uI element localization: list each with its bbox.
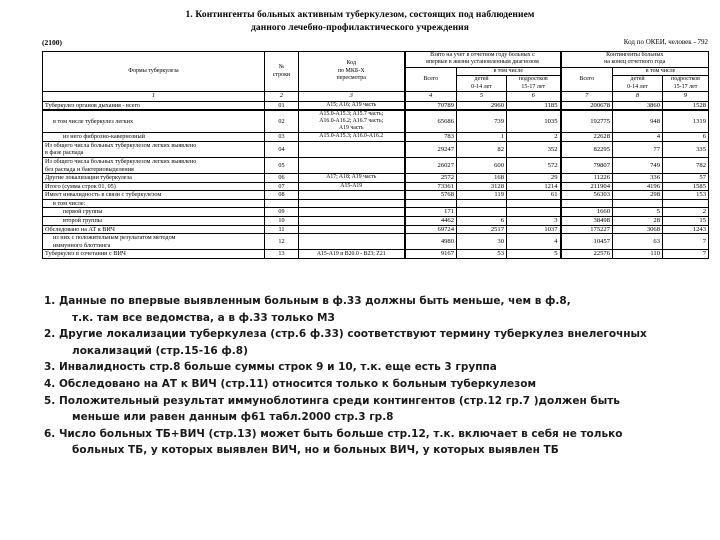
note-item: [44, 426, 698, 459]
row-value-col-9: 153: [663, 191, 709, 200]
row-value-col-4: 69724: [405, 225, 457, 234]
header-teens-new: [507, 76, 561, 92]
row-label: Туберкулез в сочетании с ВИЧ: [43, 250, 265, 259]
row-value-col-7: 56303: [561, 191, 613, 200]
page-title-line-2: данного лечебно-профилактического учреждения: [251, 23, 469, 33]
note-text: 4. Обследовано на АТ к ВИЧ (стр.11) относится только к больным туберкулезом: [44, 378, 537, 390]
row-value-col-9: 15: [663, 217, 709, 226]
row-value-col-6: 1214: [507, 182, 561, 191]
row-value-col-4: 4462: [405, 217, 457, 226]
table-head: [43, 52, 709, 102]
row-line-number: 06: [265, 174, 299, 183]
row-value-col-9: 7: [663, 234, 709, 250]
note-text: 1. Данные по впервые выявленным больным в ф.33 должны быть меньше, чем в ф.8,: [44, 295, 571, 308]
row-value-col-8: 110: [613, 250, 663, 259]
col-num-3: 3: [299, 92, 405, 102]
note-continuation: локализаций (стр.15-16 ф.8): [72, 344, 248, 357]
row-value-col-9: 1528: [663, 101, 709, 110]
row-value-col-4: 65686: [405, 110, 457, 133]
header-row-group: [43, 52, 709, 68]
row-icd-code-line: A15.0-A15.3; A15.7 часть;: [319, 111, 384, 118]
table-row: [43, 141, 709, 157]
row-label: из него фиброзно-кавернозный: [43, 133, 265, 142]
row-value-col-8: 3860: [613, 101, 663, 110]
note-item: [44, 393, 698, 426]
row-icd-code: [299, 225, 405, 234]
row-label-line: без распада и бактериовыделения: [45, 165, 134, 173]
row-value-col-7: 11226: [561, 174, 613, 183]
table-body: [43, 101, 709, 259]
note-text: 2. Другие локализации туберкулеза (стр.6 ф.33) соответствуют термину туберкулез внелегочных: [44, 328, 647, 341]
header-line-number-l2: строки: [272, 71, 291, 78]
row-value-col-4: 29247: [405, 141, 457, 157]
row-value-col-9: 2: [663, 208, 709, 217]
note-continuation: меньше или равен данным ф61 табл.2000 стр.3 гр.8: [72, 411, 394, 424]
row-label: [43, 234, 265, 250]
row-value-col-7: 22628: [561, 133, 613, 142]
row-icd-code: [299, 141, 405, 157]
row-value-col-4: 5768: [405, 191, 457, 200]
row-line-number: 02: [265, 110, 299, 133]
header-group-newly-registered-l2: впервые в жизни установленным диагнозом: [426, 59, 539, 66]
row-value-col-9: 7: [663, 250, 709, 259]
row-value-col-6: 2: [507, 133, 561, 142]
row-label-line: иммунного блоттинга: [53, 241, 111, 249]
header-group-newly-registered: [405, 52, 561, 68]
row-value-col-8: 4: [613, 133, 663, 142]
table-row: [43, 133, 709, 142]
table-row: [43, 250, 709, 259]
row-value-col-8: 3068: [613, 225, 663, 234]
note-item: [44, 376, 698, 393]
row-value-col-5: 2517: [457, 225, 507, 234]
row-value-col-6: 1185: [507, 101, 561, 110]
row-value-col-9: 6: [663, 133, 709, 142]
row-value-col-5: 119: [457, 191, 507, 200]
col-num-8: 8: [613, 92, 663, 102]
row-value-col-6: 61: [507, 191, 561, 200]
row-value-col-6: 352: [507, 141, 561, 157]
table-row: [43, 217, 709, 226]
row-label: в том числе туберкулез легких: [43, 110, 265, 133]
col-num-9: 9: [663, 92, 709, 102]
row-value-col-8: 336: [613, 174, 663, 183]
row-value-col-8: 63: [613, 234, 663, 250]
header-group-end-of-year: [561, 52, 709, 68]
tuberculosis-contingents-table: [42, 51, 709, 259]
header-line-number-l1: №: [278, 64, 285, 71]
row-value-col-9: 1319: [663, 110, 709, 133]
header-teens-new-l1: подростков: [518, 76, 548, 83]
header-icd-code-l2: по МКБ-X: [337, 67, 365, 74]
row-value-col-7: 211904: [561, 182, 613, 191]
row-value-col-5: 600: [457, 157, 507, 173]
row-value-col-8: 948: [613, 110, 663, 133]
row-line-number: 11: [265, 225, 299, 234]
row-value-col-5: 739: [457, 110, 507, 133]
page-title: [0, 0, 720, 35]
row-line-number: 08: [265, 191, 299, 200]
header-children-end-l2: 0-14 лет: [627, 83, 648, 90]
header-children-end-l1: детей: [630, 76, 645, 83]
row-line-number: 03: [265, 133, 299, 142]
row-value-col-4: 783: [405, 133, 457, 142]
row-value-col-5: [457, 208, 507, 217]
table-row: [43, 101, 709, 110]
row-icd-code: [299, 110, 405, 133]
row-label: Имеет инвалидность в связи с туберкулезом: [43, 191, 265, 200]
row-value-col-5: 3128: [457, 182, 507, 191]
row-icd-code: A15.0-A15.3; A16.0-A16.2: [299, 133, 405, 142]
table-row: [43, 182, 709, 191]
note-item: [44, 326, 698, 359]
table-meta-row: [0, 38, 720, 51]
row-label: [43, 141, 265, 157]
row-value-col-9: [663, 199, 709, 208]
row-value-col-8: 28: [613, 217, 663, 226]
row-label: первой группы: [43, 208, 265, 217]
row-value-col-7: 79807: [561, 157, 613, 173]
table-row: [43, 191, 709, 200]
row-line-number: 07: [265, 182, 299, 191]
row-icd-code: [299, 234, 405, 250]
row-label-line: Из общего числа больных туберкулезом легких выявлено: [45, 141, 197, 149]
row-line-number: [265, 199, 299, 208]
row-icd-code: A15-A19: [299, 182, 405, 191]
header-group-end-of-year-l1: Контингенты больных: [606, 52, 664, 58]
notes-list: [0, 293, 720, 459]
note-text: 5. Положительный результат иммуноблотинга среди контингентов (стр.12 гр.7 )должен быть: [44, 394, 620, 407]
table-row: [43, 234, 709, 250]
row-value-col-4: 73361: [405, 182, 457, 191]
row-value-col-6: 572: [507, 157, 561, 173]
header-teens-end-l1: подростков: [671, 76, 700, 83]
row-value-col-8: 298: [613, 191, 663, 200]
row-icd-code: [299, 217, 405, 226]
row-value-col-9: 1243: [663, 225, 709, 234]
form-code-label: (2100): [42, 38, 62, 47]
table-row: [43, 157, 709, 173]
row-value-col-5: 30: [457, 234, 507, 250]
row-value-col-7: 1660: [561, 208, 613, 217]
note-text: 6. Число больных ТБ+ВИЧ (стр.13) может быть больше стр.12, т.к. включает в себя не только: [44, 427, 623, 440]
header-among-which-new: в том числе: [457, 67, 561, 75]
row-value-col-9: 782: [663, 157, 709, 173]
row-value-col-9: 57: [663, 174, 709, 183]
row-label-line: Из общего числа больных туберкулезом легких выявлено: [45, 157, 197, 165]
row-value-col-4: 70789: [405, 101, 457, 110]
row-value-col-4: 26027: [405, 157, 457, 173]
col-num-5: 5: [457, 92, 507, 102]
row-line-number: 09: [265, 208, 299, 217]
row-icd-code: A15; A16; A19 часть: [299, 101, 405, 110]
row-value-col-7: 38498: [561, 217, 613, 226]
row-value-col-5: 53: [457, 250, 507, 259]
header-group-end-of-year-l2: на конец отчетного года: [604, 59, 666, 66]
col-num-7: 7: [561, 92, 613, 102]
row-value-col-5: [457, 199, 507, 208]
row-value-col-9: 335: [663, 141, 709, 157]
header-group-newly-registered-l1: Взято на учет в отчетном году больных с: [430, 52, 535, 58]
row-value-col-5: 6: [457, 217, 507, 226]
row-value-col-7: 192775: [561, 110, 613, 133]
row-icd-code: A17; A18; A19 часть: [299, 174, 405, 183]
row-value-col-4: 9167: [405, 250, 457, 259]
row-label: Другие локализации туберкулеза: [43, 174, 265, 183]
header-teens-end-l2: 15-17 лет: [673, 83, 698, 90]
row-value-col-8: 5: [613, 208, 663, 217]
note-continuation: т.к. там все ведомства, а в ф.33 только МЗ: [72, 311, 335, 324]
row-line-number: 12: [265, 234, 299, 250]
row-value-col-4: 2572: [405, 174, 457, 183]
row-value-col-6: 29: [507, 174, 561, 183]
row-value-col-5: 168: [457, 174, 507, 183]
row-value-col-6: 1037: [507, 225, 561, 234]
row-line-number: 01: [265, 101, 299, 110]
header-children-end: [613, 76, 663, 92]
row-value-col-4: 171: [405, 208, 457, 217]
row-value-col-6: 3: [507, 217, 561, 226]
header-children-new-l2: 0-14 лет: [471, 83, 492, 90]
row-value-col-6: 5: [507, 250, 561, 259]
row-value-col-6: 4: [507, 234, 561, 250]
table-row: [43, 174, 709, 183]
table-row: [43, 199, 709, 208]
row-icd-code-line: A19 часть: [338, 125, 364, 132]
header-teens-end: [663, 76, 709, 92]
row-value-col-7: 22576: [561, 250, 613, 259]
header-total-new: Всего: [405, 67, 457, 91]
col-num-4: 4: [405, 92, 457, 102]
row-line-number: 04: [265, 141, 299, 157]
header-among-which-end: в том числе: [613, 67, 709, 75]
header-icd-code: [299, 52, 405, 92]
row-value-col-4: 4980: [405, 234, 457, 250]
header-children-new: [457, 76, 507, 92]
row-label: Обследовано на АТ к ВИЧ: [43, 225, 265, 234]
row-value-col-7: 82295: [561, 141, 613, 157]
report-table-wrapper: [42, 51, 708, 259]
header-teens-new-l2: 15-17 лет: [521, 83, 546, 90]
row-value-col-5: 82: [457, 141, 507, 157]
table-row: [43, 110, 709, 133]
row-value-col-6: 1035: [507, 110, 561, 133]
row-line-number: 13: [265, 250, 299, 259]
row-value-col-7: 200678: [561, 101, 613, 110]
table-row: [43, 208, 709, 217]
row-line-number: 10: [265, 217, 299, 226]
row-value-col-8: 77: [613, 141, 663, 157]
header-form-name: Формы туберкулеза: [43, 52, 265, 92]
header-icd-code-l1: Код: [346, 60, 357, 67]
row-label: Итого (сумма строк 01, 05): [43, 182, 265, 191]
row-label-line: в фазе распада: [45, 149, 84, 157]
row-value-col-8: [613, 199, 663, 208]
col-num-1: 1: [43, 92, 265, 102]
row-icd-code-line: A16.0-A16.2; A16.7 часть;: [319, 118, 384, 125]
row-icd-code: [299, 208, 405, 217]
row-value-col-6: [507, 199, 561, 208]
page-title-line-1: 1. Контингенты больных активным туберкулезом, состоящих под наблюдением: [185, 10, 535, 20]
col-num-2: 2: [265, 92, 299, 102]
row-label-line: из них с положительным результатом методом: [53, 234, 176, 242]
col-num-6: 6: [507, 92, 561, 102]
row-value-col-8: 749: [613, 157, 663, 173]
row-icd-code: [299, 191, 405, 200]
row-value-col-7: 175227: [561, 225, 613, 234]
row-label: второй группы: [43, 217, 265, 226]
column-number-row: [43, 92, 709, 102]
row-label: Туберкулез органов дыхания - всего: [43, 101, 265, 110]
row-value-col-7: 10457: [561, 234, 613, 250]
row-value-col-6: [507, 208, 561, 217]
note-text: 3. Инвалидность стр.8 больше суммы строк 9 и 10, т.к. еще есть 3 группа: [44, 361, 497, 374]
row-label: [43, 157, 265, 173]
note-item: [44, 293, 698, 326]
header-icd-code-l3: пересмотра: [336, 75, 366, 82]
row-value-col-5: 1: [457, 133, 507, 142]
header-line-number: [265, 52, 299, 92]
table-row: [43, 225, 709, 234]
row-value-col-9: 1585: [663, 182, 709, 191]
row-value-col-7: [561, 199, 613, 208]
header-total-end: Всего: [561, 67, 613, 91]
row-value-col-5: 2960: [457, 101, 507, 110]
header-children-new-l1: детей: [474, 76, 489, 83]
row-value-col-8: 4196: [613, 182, 663, 191]
row-line-number: 05: [265, 157, 299, 173]
row-icd-code: [299, 199, 405, 208]
row-label: в том числе:: [43, 199, 265, 208]
row-icd-code: A15-A19 и B20.0 - B23; Z21: [299, 250, 405, 259]
okei-code-label: Код по ОКЕИ, человек - 792: [623, 38, 708, 46]
note-item: [44, 359, 698, 376]
row-icd-code: [299, 157, 405, 173]
note-continuation: больных ТБ, у которых выявлен ВИЧ, но и больных ВИЧ, у которых выявлен ТБ: [72, 444, 559, 457]
row-value-col-4: [405, 199, 457, 208]
